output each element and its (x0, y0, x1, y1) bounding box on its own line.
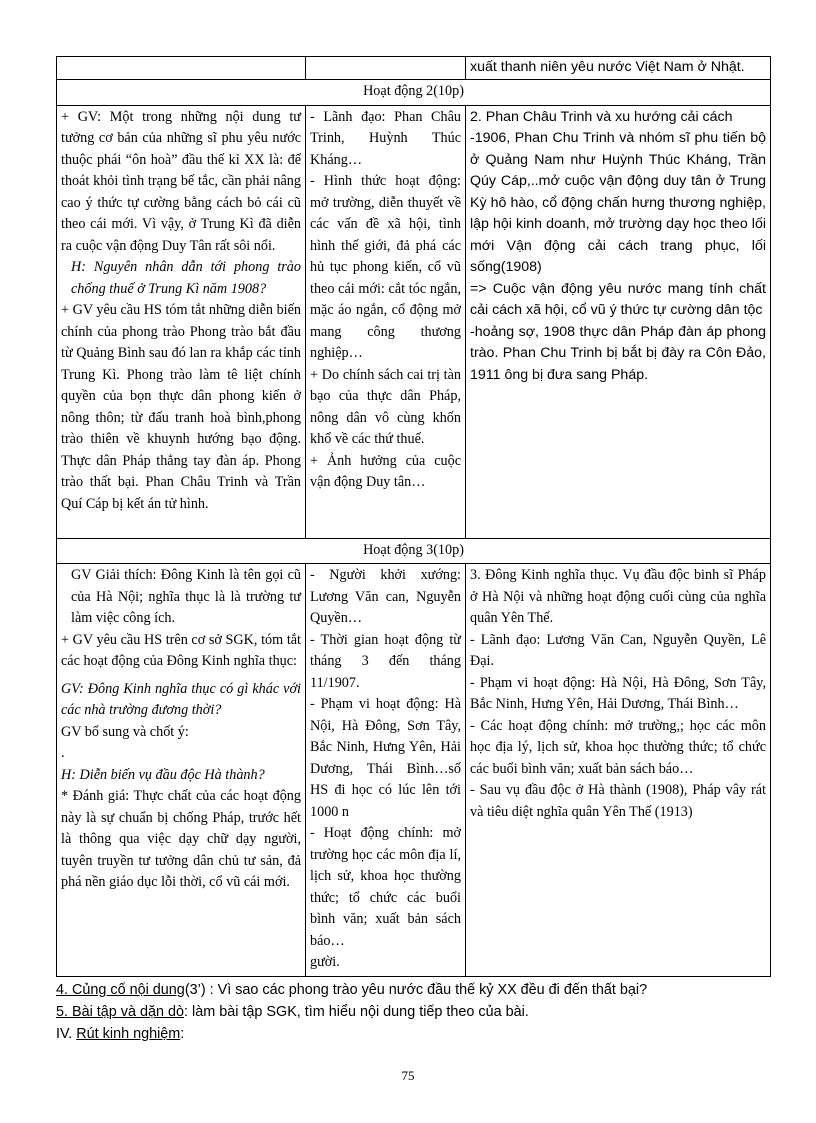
activity-3-header: Hoạt động 3(10p) (57, 538, 771, 564)
a2-leaders: - Lãnh đạo: Phan Châu Trinh, Huỳnh Thúc Kháng… (310, 108, 461, 168)
a3-content-activities: - Các hoạt động chính: mở trường,; học các môn học địa lý, lịch sử, khoa học thường thức; tổ chức các buổi bình văn; xuất bản sách báo… (470, 717, 766, 777)
a2-teacher-summary: + GV yêu cầu HS tóm tắt những diễn biến chính của phong trào Phong trào bắt đầu từ Quảng Bình sau đó lan ra khắp các tỉnh Trung Kì. Phong trào làm tê liệt chính quyền của bọn thực dân phong kiến ở nông thôn; từ đấu tranh hoà bình,phong trào thiên về khuynh hướng bạo động. Thực dân Pháp thẳng tay đàn áp. Phong trào thất bại. Phan Châu Trinh và Trần Quí Cáp bị kết án tử hình. (61, 302, 301, 512)
footer-item-5-label: 5. Bài tập và dặn dò (56, 1003, 185, 1020)
a2-teacher-intro: + GV: Một trong những nội dung tư tưởng cơ bản của những sĩ phu yêu nước thuộc phái “ôn hoà” đầu thế kỉ XX là: để thoát khỏi tình trạng bế tắc, cần phải nâng cao ý thức tự cường bằng cách bỏ cái cũ theo cái mới. Vì vậy, ở Trung Kì đã diễn ra cuộc vận động Duy Tân rất sôi nổi. (61, 108, 301, 254)
a2-content-1906: -1906, Phan Chu Trinh và nhóm sĩ phu tiến bộ ở Quảng Nam như Huỳnh Thúc Kháng, Trần Qúy Cáp,..mở cuộc vận động duy tân ở Trung Kỳ hô hào, cổ động chấn hưng thương nghiệp, lập hội kinh doanh, mở trường dạy học theo lối mới Vận động cải cách trang phục, lối sống(1908) (470, 130, 766, 275)
footer-item-4-label: 4. Củng cố nội dung (56, 981, 185, 998)
lesson-footer (56, 979, 770, 1045)
activity-3-header-row (57, 538, 771, 564)
activity-2-header: Hoạt động 2(10p) (57, 80, 771, 106)
cell-continuation-text: xuất thanh niên yêu nước Việt Nam ở Nhật. (466, 57, 771, 80)
activity-3-teacher-col (57, 564, 306, 977)
footer-item-6-prefix: IV. (56, 1025, 77, 1042)
a3-overflow: gười. (310, 954, 340, 970)
footer-item-6-text: : (180, 1025, 185, 1042)
activity-2-header-row (57, 80, 771, 106)
activity-2-row (57, 105, 771, 538)
a3-scope: - Phạm vi hoạt động: Hà Nội, Hà Đông, Sơn Tây, Bắc Ninh, Hưng Yên, Hải Dương, Thái Bình…số HS đi học có lúc lên tới 1000 n (310, 696, 461, 820)
a3-task: + GV yêu cầu HS trên cơ sở SGK, tóm tắt các hoạt động của Đông Kinh nghĩa thục: (61, 631, 301, 669)
activity-2-teacher-col (57, 105, 306, 538)
a3-dot: . (61, 745, 65, 761)
a3-activities: - Hoạt động chính: mở trường học các môn địa lí, lịch sử, khoa học thường thức; tổ chức các buổi bình văn; xuất bản sách báo… (310, 825, 461, 949)
a3-content-scope: - Phạm vi hoạt động: Hà Nội, Hà Đông, Sơn Tây, Bắc Ninh, Hưng Yên, Hải Dương, Thái Bình… (470, 674, 766, 712)
cell-empty-2 (306, 57, 466, 80)
lesson-table (56, 56, 771, 977)
footer-item-5 (56, 1001, 770, 1023)
a3-founders: - Người khởi xướng: Lương Văn can, Nguyễn Quyền… (310, 567, 461, 626)
lesson-page (56, 56, 770, 1045)
a2-cause: + Do chính sách cai trị tàn bạo của thực dân Pháp, nông dân vô cùng khốn khổ về các thứ thuế. (310, 366, 461, 447)
activity-3-row (57, 564, 771, 977)
cell-empty-1 (57, 57, 306, 80)
a2-content-repression: -hoảng sợ, 1908 thực dân Pháp đàn áp phong trào. Phan Chu Trinh bị bắt bị đày ra Côn Đảo, 1911 ông bị đưa sang Pháp. (470, 323, 766, 383)
activity-2-student-col (306, 105, 466, 538)
activity-2-content-col (466, 105, 771, 538)
footer-item-6-label: Rút kinh nghiệm (76, 1025, 181, 1042)
a2-question: H: Nguyên nhân dẫn tới phong trào chống thuế ở Trung Kì năm 1908? (71, 259, 301, 297)
a3-content-poisoning: - Sau vụ đầu độc ở Hà thành (1908), Pháp vây rát và tiêu diệt nghĩa quân Yên Thế (1913) (470, 782, 766, 820)
a3-evaluation: * Đánh giá: Thực chất của các hoạt động này là sự chuẩn bị chống Pháp, trước hết là thông qua việc dạy chữ dạy người, tuyên truyền tư tưởng dân chủ tư sản, đả phá nền giáo dục lỗi thời, cổ vũ cái mới. (61, 788, 301, 890)
a3-time: - Thời gian hoạt động từ tháng 3 đến tháng 11/1907. (310, 631, 461, 691)
footer-item-4 (56, 979, 770, 1001)
a3-supplement: GV bổ sung và chốt ý: (61, 723, 189, 740)
a3-question-poison: H: Diễn biến vụ đầu độc Hà thành? (61, 766, 265, 783)
footer-item-4-text: (3’) : Vì sao các phong trào yêu nước đầu thế kỷ XX đều đi đến thất bại? (184, 981, 648, 998)
a3-explain: GV Giải thích: Đông Kinh là tên gọi cũ của Hà Nội; nghĩa thục là là trường tư làm việc công ích. (71, 567, 301, 626)
table-row-continuation (57, 57, 771, 80)
a2-section-title: 2. Phan Châu Trinh và xu hướng cải cách (470, 108, 733, 125)
footer-item-6 (56, 1023, 770, 1045)
a2-influence: + Ảnh hưởng của cuộc vận động Duy tân… (310, 452, 461, 490)
activity-3-content-col (466, 564, 771, 977)
a2-content-conclusion: => Cuộc vận động yêu nước mang tính chất cải cách xã hội, cổ vũ ý thức tự cường dân tộc (470, 280, 766, 318)
footer-item-5-text: : làm bài tập SGK, tìm hiểu nội dung tiếp theo của bài. (184, 1003, 529, 1020)
activity-3-student-col (306, 564, 466, 977)
a2-forms: - Hình thức hoạt động: mở trường, diễn thuyết về các vấn đề xã hội, tình hình thế giới, đả phá các hủ tục phong kiến, cổ vũ theo cái mới: cắt tóc ngắn, mặc áo ngắn, cổ động mở mang công thương nghiệp… (310, 173, 461, 361)
a3-question-diff: GV: Đông Kinh nghĩa thục có gì khác với các nhà trường đương thời? (61, 680, 301, 718)
a3-section-title: 3. Đông Kinh nghĩa thục. Vụ đầu độc binh sĩ Pháp ở Hà Nội và những hoạt động cuối cùng của nghĩa quân Yên Thế. (470, 567, 766, 626)
a3-content-leaders: - Lãnh đạo: Lương Văn Can, Nguyễn Quyền, Lê Đại. (470, 631, 766, 669)
page-number: 75 (401, 1068, 415, 1083)
